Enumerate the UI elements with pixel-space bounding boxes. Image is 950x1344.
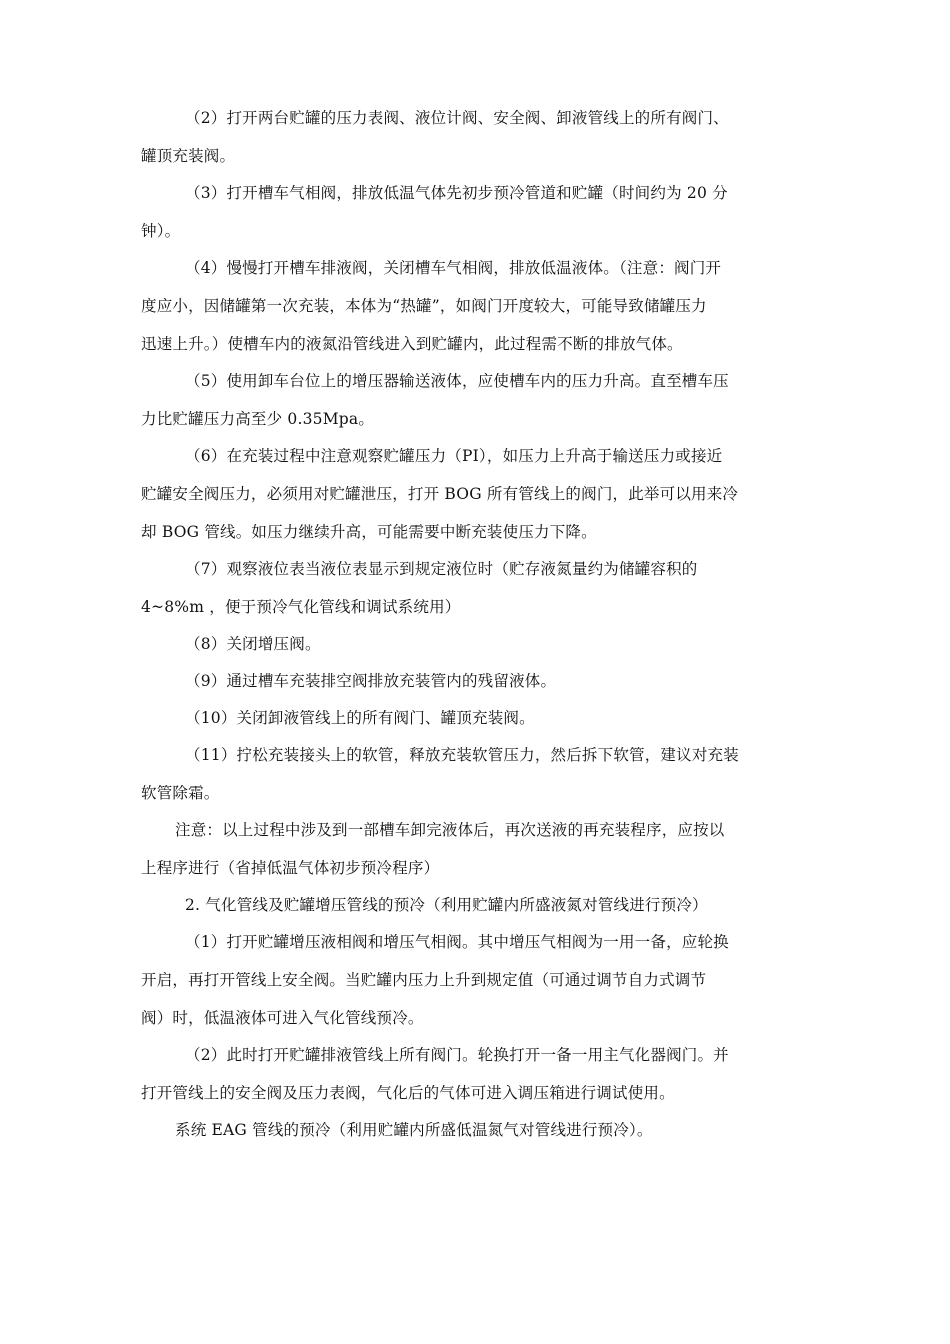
- paragraph-step-2: [141, 108, 817, 166]
- text-line: 打开管线上的安全阀及压力表阀，气化后的气体可进入调压箱进行调试使用。: [141, 1084, 675, 1102]
- text-line: 2. 气化管线及贮罐增压管线的预冷（利用贮罐内所盛液氮对管线进行预冷）: [185, 896, 708, 914]
- text-line: 力比贮罐压力高至少 0.35Mpa。: [141, 410, 375, 428]
- text-line: 罐顶充装阀。: [141, 147, 236, 165]
- text-line: 软管除霜。: [141, 784, 220, 802]
- text-line: 钟）。: [141, 222, 181, 240]
- text-line: （7）观察液位表当液位表显示到规定液位时（贮存液氮量约为储罐容积的: [185, 560, 698, 578]
- text-line: （3）打开槽车气相阀，排放低温气体先初步预冷管道和贮罐（时间约为 20 分: [185, 184, 728, 202]
- paragraph-section2-step-2: [141, 1045, 817, 1103]
- text-line: 贮罐安全阀压力，必须用对贮罐泄压，打开 BOG 所有管线上的阀门，此举可以用来冷: [141, 485, 739, 503]
- text-line: （6）在充装过程中注意观察贮罐压力（PI），如压力上升高于输送压力或接近: [185, 447, 723, 465]
- paragraph-step-10: [141, 708, 817, 728]
- paragraph-eag: [141, 1120, 817, 1140]
- text-line: （4）慢慢打开槽车排液阀，关闭槽车气相阀，排放低温液体。（注意：阀门开: [185, 259, 722, 277]
- text-line: 度应小，因储罐第一次充装，本体为“热罐”，如阀门开度较大，可能导致储罐压力: [141, 297, 707, 315]
- text-line: 注意：以上过程中涉及到一部槽车卸完液体后，再次送液的再充装程序，应按以: [175, 821, 725, 839]
- paragraph-step-11: [141, 745, 817, 803]
- text-line: （2）此时打开贮罐排液管线上所有阀门。轮换打开一备一用主气化器阀门。并: [185, 1046, 729, 1064]
- document-body: [141, 108, 817, 1140]
- paragraph-section2-step-1: [141, 932, 817, 1028]
- text-line: （10）关闭卸液管线上的所有阀门、罐顶充装阀。: [185, 709, 535, 727]
- paragraph-step-6: [141, 446, 817, 542]
- text-line: 系统 EAG 管线的预冷（利用贮罐内所盛低温氮气对管线进行预冷）。: [175, 1121, 653, 1139]
- paragraph-step-8: [141, 634, 817, 654]
- text-line: （8）关闭增压阀。: [185, 635, 321, 653]
- text-line: 迅速上升。）使槽车内的液氮沿管线进入到贮罐内，此过程需不断的排放气体。: [141, 335, 683, 353]
- text-line: （5）使用卸车台位上的增压器输送液体，应使槽车内的压力升高。直至槽车压: [185, 372, 729, 390]
- paragraph-step-3: [141, 183, 817, 241]
- paragraph-step-7: [141, 559, 817, 617]
- text-line: （2）打开两台贮罐的压力表阀、液位计阀、安全阀、卸液管线上的所有阀门、: [185, 109, 729, 127]
- section-heading-2: [141, 895, 817, 915]
- paragraph-step-9: [141, 671, 817, 691]
- text-line: （11）拧松充装接头上的软管，释放充装软管压力，然后拆下软管，建议对充装: [185, 746, 739, 764]
- text-line: （1）打开贮罐增压液相阀和增压气相阀。其中增压气相阀为一用一备，应轮换: [185, 933, 729, 951]
- paragraph-note: [141, 820, 817, 878]
- text-line: 阀）时，低温液体可进入气化管线预冷。: [141, 1009, 424, 1027]
- text-line: 4~8%m ，便于预冷气化管线和调试系统用）: [141, 598, 461, 616]
- paragraph-step-4: [141, 258, 817, 354]
- text-line: （9）通过槽车充装排空阀排放充装管内的残留液体。: [185, 672, 557, 690]
- text-line: 却 BOG 管线。如压力继续升高，可能需要中断充装使压力下降。: [141, 523, 597, 541]
- paragraph-step-5: [141, 371, 817, 429]
- text-line: 开启，再打开管线上安全阀。当贮罐内压力上升到规定值（可通过调节自力式调节: [141, 971, 707, 989]
- text-line: 上程序进行（省掉低温气体初步预冷程序）: [141, 859, 440, 877]
